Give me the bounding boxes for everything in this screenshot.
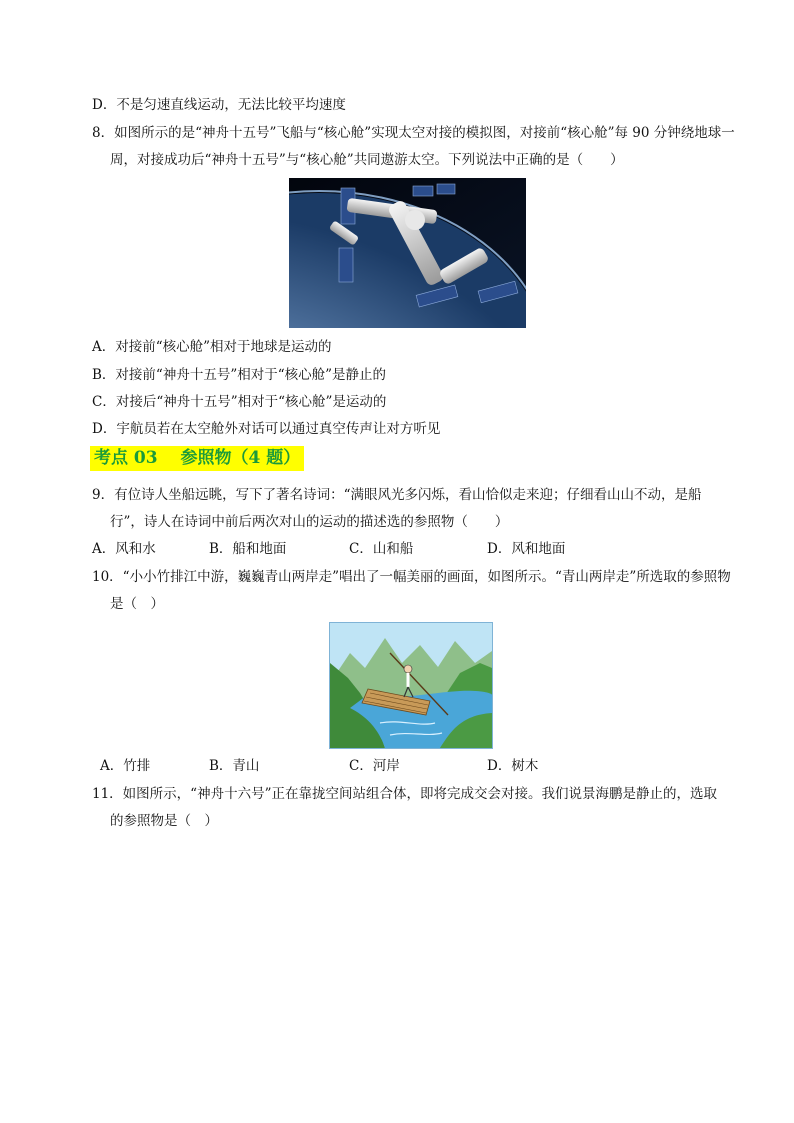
q9-option-d[interactable]: D．风和地面	[487, 541, 566, 557]
space-station-image	[289, 178, 526, 328]
bamboo-raft-image	[329, 622, 493, 749]
q10-stem-line1: 10．“小小竹排江中游，巍巍青山两岸走”唱出了一幅美丽的画面，如图所示。“青山两岸走”所选取的参照物	[92, 569, 731, 585]
q9-option-c[interactable]: C．山和船	[349, 541, 414, 557]
q10-option-b[interactable]: B．青山	[209, 758, 260, 774]
q10-option-c[interactable]: C．河岸	[349, 758, 400, 774]
q10-stem-line2: 是（ ）	[110, 596, 164, 612]
q11-stem-line2: 的参照物是（ ）	[110, 813, 218, 829]
q8-option-c[interactable]: C．对接后“神舟十五号”相对于“核心舱”是运动的	[92, 394, 387, 410]
q9-stem-line2: 行”，诗人在诗词中前后两次对山的运动的描述选的参照物（ ）	[110, 514, 509, 530]
q8-stem-line2: 周，对接成功后“神舟十五号”与“核心舱”共同遨游太空。下列说法中正确的是（ ）	[110, 152, 624, 168]
q11-stem-line1: 11．如图所示，“神舟十六号”正在靠拢空间站组合体，即将完成交会对接。我们说景海鹏是静止的，选取	[92, 786, 717, 802]
q9-option-a[interactable]: A．风和水	[92, 541, 156, 557]
section-heading: 考点 03 参照物（4 题）	[90, 446, 304, 471]
q10-option-a[interactable]: A．竹排	[100, 758, 151, 774]
q8-option-d[interactable]: D．宇航员若在太空舱外对话可以通过真空传声让对方听见	[92, 421, 441, 437]
q8-option-b[interactable]: B．对接前“神舟十五号”相对于“核心舱”是静止的	[92, 367, 387, 383]
q9-option-b[interactable]: B．船和地面	[209, 541, 287, 557]
q8-option-a[interactable]: A．对接前“核心舱”相对于地球是运动的	[92, 339, 332, 355]
q7-option-d: D．不是匀速直线运动，无法比较平均速度	[92, 97, 346, 113]
q8-stem-line1: 8．如图所示的是“神舟十五号”飞船与“核心舱”实现太空对接的模拟图，对接前“核心舱”每 90 分钟绕地球一	[92, 125, 735, 141]
q9-stem-line1: 9．有位诗人坐船远眺，写下了著名诗词：“满眼风光多闪烁，看山恰似走来迎；仔细看山山不动，是船	[92, 487, 702, 503]
q10-option-d[interactable]: D．树木	[487, 758, 539, 774]
